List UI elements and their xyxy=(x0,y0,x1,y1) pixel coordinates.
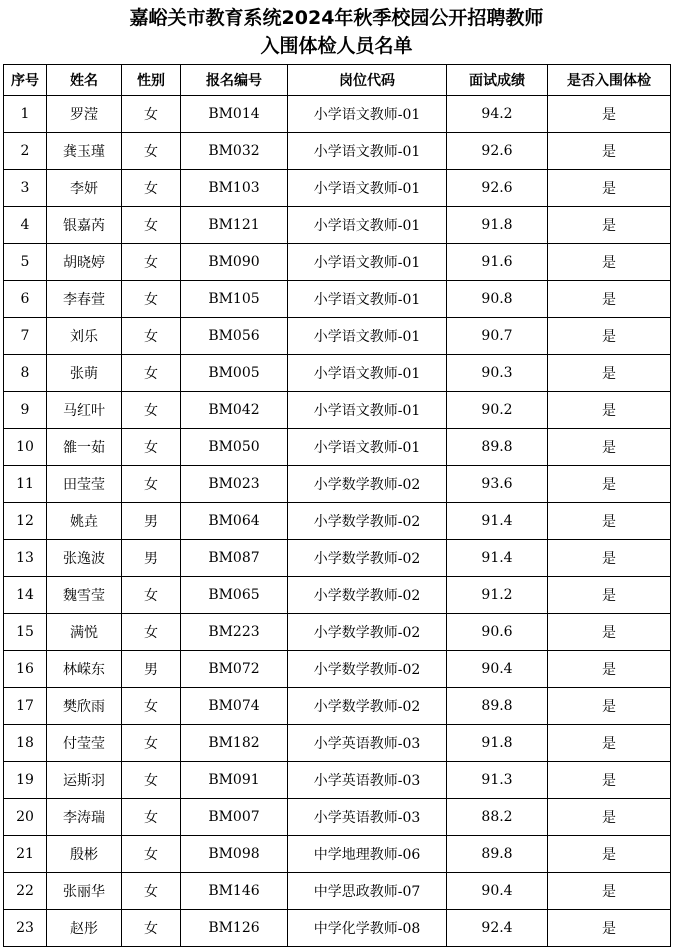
cell-registration-id: BM023 xyxy=(181,466,288,503)
table-row xyxy=(4,96,671,133)
cell-index: 17 xyxy=(4,688,47,725)
cell-shortlisted: 是 xyxy=(548,503,671,540)
cell-registration-id: BM064 xyxy=(181,503,288,540)
cell-name: 胡晓婷 xyxy=(47,244,122,281)
table-row xyxy=(4,725,671,762)
cell-shortlisted: 是 xyxy=(548,540,671,577)
cell-position-code: 小学数学教师-02 xyxy=(288,540,447,577)
cell-registration-id: BM074 xyxy=(181,688,288,725)
cell-shortlisted: 是 xyxy=(548,429,671,466)
table-row xyxy=(4,392,671,429)
cell-gender: 男 xyxy=(122,540,181,577)
cell-index: 11 xyxy=(4,466,47,503)
cell-gender: 女 xyxy=(122,910,181,947)
cell-index: 7 xyxy=(4,318,47,355)
cell-shortlisted: 是 xyxy=(548,799,671,836)
header-registration-id: 报名编号 xyxy=(181,65,288,96)
cell-registration-id: BM056 xyxy=(181,318,288,355)
cell-interview-score: 89.8 xyxy=(447,688,548,725)
cell-interview-score: 91.3 xyxy=(447,762,548,799)
cell-index: 6 xyxy=(4,281,47,318)
cell-interview-score: 92.4 xyxy=(447,910,548,947)
cell-index: 14 xyxy=(4,577,47,614)
cell-registration-id: BM121 xyxy=(181,207,288,244)
cell-name: 张丽华 xyxy=(47,873,122,910)
cell-shortlisted: 是 xyxy=(548,762,671,799)
cell-shortlisted: 是 xyxy=(548,577,671,614)
cell-position-code: 中学化学教师-08 xyxy=(288,910,447,947)
cell-index: 2 xyxy=(4,133,47,170)
cell-gender: 女 xyxy=(122,207,181,244)
cell-position-code: 小学语文教师-01 xyxy=(288,281,447,318)
cell-position-code: 小学语文教师-01 xyxy=(288,244,447,281)
table-row xyxy=(4,355,671,392)
cell-name: 魏雪莹 xyxy=(47,577,122,614)
cell-registration-id: BM223 xyxy=(181,614,288,651)
cell-name: 李春萱 xyxy=(47,281,122,318)
table-row xyxy=(4,910,671,947)
header-shortlisted: 是否入围体检 xyxy=(548,65,671,96)
cell-shortlisted: 是 xyxy=(548,133,671,170)
cell-registration-id: BM098 xyxy=(181,836,288,873)
cell-index: 20 xyxy=(4,799,47,836)
cell-name: 罗滢 xyxy=(47,96,122,133)
cell-interview-score: 91.6 xyxy=(447,244,548,281)
cell-position-code: 小学数学教师-02 xyxy=(288,688,447,725)
header-gender: 性别 xyxy=(122,65,181,96)
cell-position-code: 小学语文教师-01 xyxy=(288,392,447,429)
table-row xyxy=(4,133,671,170)
table-row xyxy=(4,244,671,281)
cell-shortlisted: 是 xyxy=(548,355,671,392)
cell-shortlisted: 是 xyxy=(548,170,671,207)
cell-name: 张萌 xyxy=(47,355,122,392)
cell-interview-score: 91.4 xyxy=(447,503,548,540)
cell-gender: 男 xyxy=(122,651,181,688)
cell-registration-id: BM007 xyxy=(181,799,288,836)
cell-shortlisted: 是 xyxy=(548,392,671,429)
cell-index: 10 xyxy=(4,429,47,466)
cell-registration-id: BM087 xyxy=(181,540,288,577)
table-row xyxy=(4,651,671,688)
cell-interview-score: 91.4 xyxy=(447,540,548,577)
cell-position-code: 小学语文教师-01 xyxy=(288,318,447,355)
header-name: 姓名 xyxy=(47,65,122,96)
cell-interview-score: 90.4 xyxy=(447,651,548,688)
table-row xyxy=(4,799,671,836)
cell-name: 李涛瑞 xyxy=(47,799,122,836)
table-row xyxy=(4,614,671,651)
cell-registration-id: BM091 xyxy=(181,762,288,799)
header-position-code: 岗位代码 xyxy=(288,65,447,96)
table-row xyxy=(4,577,671,614)
cell-gender: 男 xyxy=(122,503,181,540)
table-row xyxy=(4,540,671,577)
table-row xyxy=(4,873,671,910)
cell-shortlisted: 是 xyxy=(548,725,671,762)
cell-index: 22 xyxy=(4,873,47,910)
title-line-1: 嘉峪关市教育系统2024年秋季校园公开招聘教师 xyxy=(129,7,544,29)
cell-index: 9 xyxy=(4,392,47,429)
cell-name: 张逸波 xyxy=(47,540,122,577)
cell-interview-score: 92.6 xyxy=(447,170,548,207)
cell-position-code: 小学英语教师-03 xyxy=(288,799,447,836)
cell-index: 8 xyxy=(4,355,47,392)
cell-name: 满悦 xyxy=(47,614,122,651)
cell-name: 林嵘东 xyxy=(47,651,122,688)
cell-gender: 女 xyxy=(122,392,181,429)
cell-registration-id: BM032 xyxy=(181,133,288,170)
cell-interview-score: 88.2 xyxy=(447,799,548,836)
cell-name: 赵彤 xyxy=(47,910,122,947)
cell-gender: 女 xyxy=(122,281,181,318)
cell-registration-id: BM005 xyxy=(181,355,288,392)
cell-registration-id: BM182 xyxy=(181,725,288,762)
cell-index: 12 xyxy=(4,503,47,540)
cell-position-code: 小学英语教师-03 xyxy=(288,725,447,762)
cell-shortlisted: 是 xyxy=(548,244,671,281)
table-body xyxy=(4,96,671,947)
cell-name: 樊欣雨 xyxy=(47,688,122,725)
cell-registration-id: BM126 xyxy=(181,910,288,947)
table-header-row xyxy=(4,65,671,96)
cell-name: 银嘉芮 xyxy=(47,207,122,244)
title-line-2: 入围体检人员名单 xyxy=(260,35,413,57)
cell-position-code: 小学数学教师-02 xyxy=(288,466,447,503)
cell-position-code: 小学语文教师-01 xyxy=(288,429,447,466)
cell-interview-score: 94.2 xyxy=(447,96,548,133)
cell-name: 马红叶 xyxy=(47,392,122,429)
cell-gender: 女 xyxy=(122,170,181,207)
cell-registration-id: BM065 xyxy=(181,577,288,614)
cell-position-code: 小学英语教师-03 xyxy=(288,762,447,799)
cell-gender: 女 xyxy=(122,355,181,392)
cell-index: 19 xyxy=(4,762,47,799)
cell-index: 16 xyxy=(4,651,47,688)
cell-gender: 女 xyxy=(122,133,181,170)
cell-shortlisted: 是 xyxy=(548,207,671,244)
cell-registration-id: BM050 xyxy=(181,429,288,466)
cell-position-code: 小学语文教师-01 xyxy=(288,96,447,133)
cell-gender: 女 xyxy=(122,873,181,910)
cell-registration-id: BM042 xyxy=(181,392,288,429)
cell-registration-id: BM072 xyxy=(181,651,288,688)
cell-gender: 女 xyxy=(122,466,181,503)
cell-shortlisted: 是 xyxy=(548,910,671,947)
cell-gender: 女 xyxy=(122,836,181,873)
cell-gender: 女 xyxy=(122,429,181,466)
table-row xyxy=(4,281,671,318)
cell-shortlisted: 是 xyxy=(548,96,671,133)
cell-index: 13 xyxy=(4,540,47,577)
cell-registration-id: BM103 xyxy=(181,170,288,207)
cell-registration-id: BM105 xyxy=(181,281,288,318)
cell-registration-id: BM014 xyxy=(181,96,288,133)
table-row xyxy=(4,170,671,207)
cell-shortlisted: 是 xyxy=(548,836,671,873)
cell-interview-score: 93.6 xyxy=(447,466,548,503)
cell-gender: 女 xyxy=(122,614,181,651)
cell-shortlisted: 是 xyxy=(548,651,671,688)
cell-position-code: 小学语文教师-01 xyxy=(288,355,447,392)
cell-position-code: 小学数学教师-02 xyxy=(288,503,447,540)
cell-position-code: 小学语文教师-01 xyxy=(288,133,447,170)
cell-position-code: 中学思政教师-07 xyxy=(288,873,447,910)
table-row xyxy=(4,429,671,466)
cell-gender: 女 xyxy=(122,799,181,836)
cell-index: 18 xyxy=(4,725,47,762)
cell-gender: 女 xyxy=(122,318,181,355)
cell-position-code: 小学数学教师-02 xyxy=(288,651,447,688)
cell-name: 田莹莹 xyxy=(47,466,122,503)
cell-interview-score: 90.3 xyxy=(447,355,548,392)
cell-position-code: 中学地理教师-06 xyxy=(288,836,447,873)
cell-name: 付莹莹 xyxy=(47,725,122,762)
cell-index: 5 xyxy=(4,244,47,281)
cell-interview-score: 90.7 xyxy=(447,318,548,355)
table-row xyxy=(4,836,671,873)
cell-position-code: 小学语文教师-01 xyxy=(288,207,447,244)
cell-gender: 女 xyxy=(122,725,181,762)
cell-index: 4 xyxy=(4,207,47,244)
table-row xyxy=(4,318,671,355)
table-row xyxy=(4,503,671,540)
cell-interview-score: 89.8 xyxy=(447,836,548,873)
cell-name: 殷彬 xyxy=(47,836,122,873)
cell-shortlisted: 是 xyxy=(548,466,671,503)
cell-interview-score: 91.8 xyxy=(447,725,548,762)
header-index: 序号 xyxy=(4,65,47,96)
cell-position-code: 小学数学教师-02 xyxy=(288,614,447,651)
cell-shortlisted: 是 xyxy=(548,318,671,355)
candidate-table xyxy=(3,64,671,947)
cell-name: 龚玉瑾 xyxy=(47,133,122,170)
table-row xyxy=(4,688,671,725)
cell-index: 3 xyxy=(4,170,47,207)
cell-index: 15 xyxy=(4,614,47,651)
cell-interview-score: 89.8 xyxy=(447,429,548,466)
cell-interview-score: 91.8 xyxy=(447,207,548,244)
cell-name: 运斯羽 xyxy=(47,762,122,799)
cell-shortlisted: 是 xyxy=(548,614,671,651)
cell-name: 刘乐 xyxy=(47,318,122,355)
cell-interview-score: 90.4 xyxy=(447,873,548,910)
cell-index: 1 xyxy=(4,96,47,133)
cell-shortlisted: 是 xyxy=(548,688,671,725)
cell-shortlisted: 是 xyxy=(548,873,671,910)
cell-gender: 女 xyxy=(122,96,181,133)
cell-shortlisted: 是 xyxy=(548,281,671,318)
cell-index: 21 xyxy=(4,836,47,873)
cell-interview-score: 90.6 xyxy=(447,614,548,651)
cell-gender: 女 xyxy=(122,577,181,614)
cell-gender: 女 xyxy=(122,688,181,725)
cell-gender: 女 xyxy=(122,762,181,799)
cell-gender: 女 xyxy=(122,244,181,281)
cell-interview-score: 90.8 xyxy=(447,281,548,318)
cell-interview-score: 90.2 xyxy=(447,392,548,429)
cell-interview-score: 91.2 xyxy=(447,577,548,614)
document-title xyxy=(0,0,673,64)
cell-interview-score: 92.6 xyxy=(447,133,548,170)
cell-position-code: 小学数学教师-02 xyxy=(288,577,447,614)
table-row xyxy=(4,762,671,799)
cell-index: 23 xyxy=(4,910,47,947)
cell-name: 姚垚 xyxy=(47,503,122,540)
table-row xyxy=(4,466,671,503)
cell-registration-id: BM146 xyxy=(181,873,288,910)
cell-position-code: 小学语文教师-01 xyxy=(288,170,447,207)
cell-name: 雒一茹 xyxy=(47,429,122,466)
cell-registration-id: BM090 xyxy=(181,244,288,281)
header-interview-score: 面试成绩 xyxy=(447,65,548,96)
table-row xyxy=(4,207,671,244)
cell-name: 李妍 xyxy=(47,170,122,207)
